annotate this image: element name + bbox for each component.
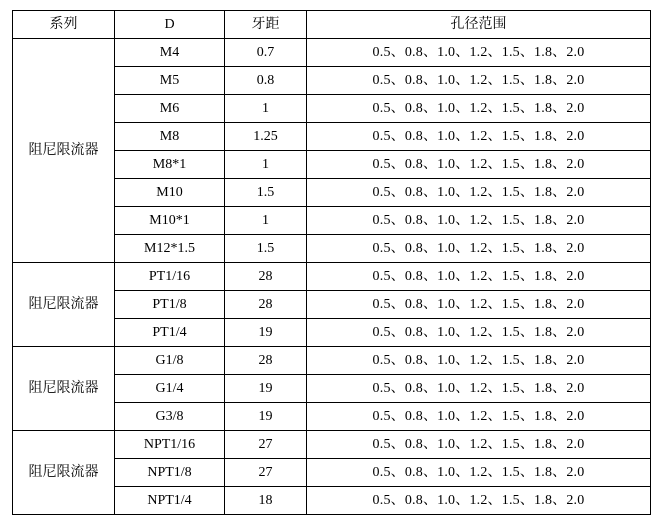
pitch-cell: 19 — [225, 375, 307, 403]
d-cell: G3/8 — [115, 403, 225, 431]
pitch-cell: 19 — [225, 403, 307, 431]
pitch-cell: 28 — [225, 263, 307, 291]
d-cell: PT1/4 — [115, 319, 225, 347]
pitch-cell: 19 — [225, 319, 307, 347]
table-header-row — [13, 11, 651, 39]
pitch-cell: 1.5 — [225, 235, 307, 263]
series-cell: 阻尼限流器 — [13, 39, 115, 263]
document-page — [0, 10, 664, 508]
d-cell: PT1/16 — [115, 263, 225, 291]
d-cell: M10 — [115, 179, 225, 207]
table-row — [13, 431, 651, 459]
bore-range-cell: 0.5、0.8、1.0、1.2、1.5、1.8、2.0 — [307, 123, 651, 151]
series-cell: 阻尼限流器 — [13, 431, 115, 515]
d-cell: G1/8 — [115, 347, 225, 375]
d-cell: M4 — [115, 39, 225, 67]
d-cell: M8*1 — [115, 151, 225, 179]
bore-range-cell: 0.5、0.8、1.0、1.2、1.5、1.8、2.0 — [307, 235, 651, 263]
d-cell: M5 — [115, 67, 225, 95]
bore-range-cell: 0.5、0.8、1.0、1.2、1.5、1.8、2.0 — [307, 431, 651, 459]
bore-range-cell: 0.5、0.8、1.0、1.2、1.5、1.8、2.0 — [307, 487, 651, 515]
table-row — [13, 39, 651, 67]
pitch-cell: 28 — [225, 347, 307, 375]
table-row — [13, 263, 651, 291]
pitch-cell: 1 — [225, 207, 307, 235]
pitch-cell: 27 — [225, 459, 307, 487]
column-header-pitch: 牙距 — [225, 11, 307, 39]
d-cell: NPT1/4 — [115, 487, 225, 515]
series-cell: 阻尼限流器 — [13, 347, 115, 431]
pitch-cell: 0.7 — [225, 39, 307, 67]
pitch-cell: 0.8 — [225, 67, 307, 95]
pitch-cell: 1 — [225, 151, 307, 179]
pitch-cell: 1 — [225, 95, 307, 123]
bore-range-cell: 0.5、0.8、1.0、1.2、1.5、1.8、2.0 — [307, 151, 651, 179]
bore-range-cell: 0.5、0.8、1.0、1.2、1.5、1.8、2.0 — [307, 95, 651, 123]
bore-range-cell: 0.5、0.8、1.0、1.2、1.5、1.8、2.0 — [307, 179, 651, 207]
bore-range-cell: 0.5、0.8、1.0、1.2、1.5、1.8、2.0 — [307, 207, 651, 235]
column-header-bore-range: 孔径范围 — [307, 11, 651, 39]
series-cell: 阻尼限流器 — [13, 263, 115, 347]
bore-range-cell: 0.5、0.8、1.0、1.2、1.5、1.8、2.0 — [307, 319, 651, 347]
bore-range-cell: 0.5、0.8、1.0、1.2、1.5、1.8、2.0 — [307, 291, 651, 319]
d-cell: NPT1/8 — [115, 459, 225, 487]
bore-range-cell: 0.5、0.8、1.0、1.2、1.5、1.8、2.0 — [307, 263, 651, 291]
bore-range-cell: 0.5、0.8、1.0、1.2、1.5、1.8、2.0 — [307, 403, 651, 431]
d-cell: PT1/8 — [115, 291, 225, 319]
d-cell: G1/4 — [115, 375, 225, 403]
pitch-cell: 1.25 — [225, 123, 307, 151]
specification-table — [12, 10, 651, 515]
d-cell: M6 — [115, 95, 225, 123]
column-header-d: D — [115, 11, 225, 39]
table-header — [13, 11, 651, 39]
pitch-cell: 1.5 — [225, 179, 307, 207]
bore-range-cell: 0.5、0.8、1.0、1.2、1.5、1.8、2.0 — [307, 67, 651, 95]
d-cell: M12*1.5 — [115, 235, 225, 263]
bore-range-cell: 0.5、0.8、1.0、1.2、1.5、1.8、2.0 — [307, 375, 651, 403]
table-body — [13, 39, 651, 515]
bore-range-cell: 0.5、0.8、1.0、1.2、1.5、1.8、2.0 — [307, 39, 651, 67]
column-header-series: 系列 — [13, 11, 115, 39]
pitch-cell: 18 — [225, 487, 307, 515]
bore-range-cell: 0.5、0.8、1.0、1.2、1.5、1.8、2.0 — [307, 459, 651, 487]
bore-range-cell: 0.5、0.8、1.0、1.2、1.5、1.8、2.0 — [307, 347, 651, 375]
d-cell: M10*1 — [115, 207, 225, 235]
d-cell: M8 — [115, 123, 225, 151]
pitch-cell: 28 — [225, 291, 307, 319]
d-cell: NPT1/16 — [115, 431, 225, 459]
pitch-cell: 27 — [225, 431, 307, 459]
table-row — [13, 347, 651, 375]
